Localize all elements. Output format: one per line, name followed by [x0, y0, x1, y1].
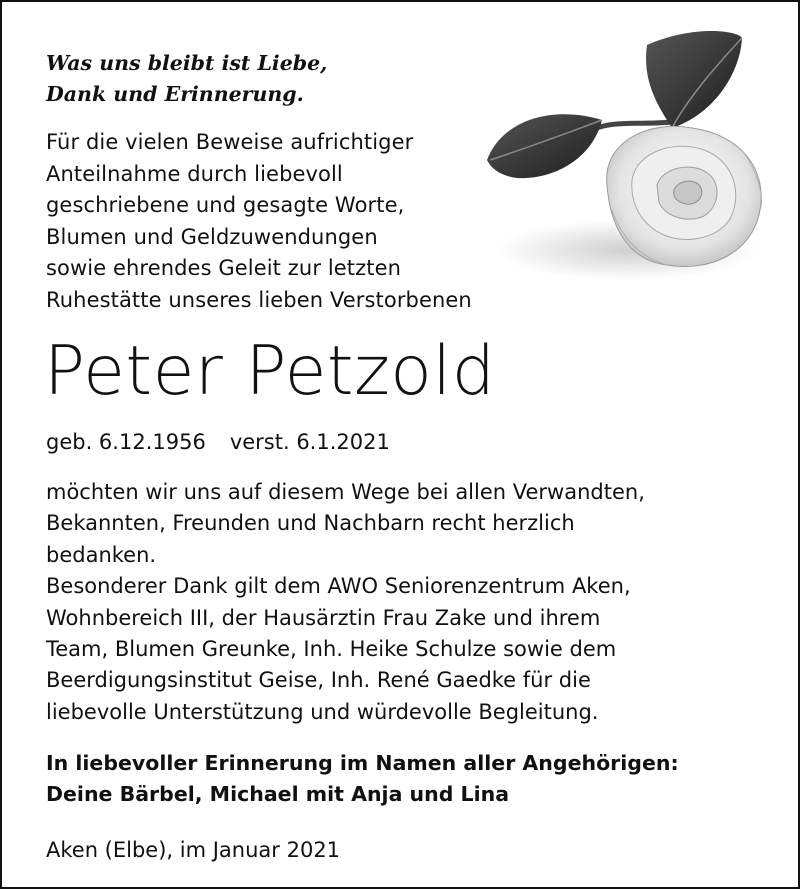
intro-line: Blumen und Geldzuwendungen — [46, 224, 378, 249]
motto-line: Was uns bleibt ist Liebe, — [46, 51, 328, 75]
rose-icon — [442, 10, 792, 310]
intro-line: geschriebene und gesagte Worte, — [46, 193, 405, 217]
deceased-name: Peter Petzold — [44, 332, 496, 411]
motto-line: Dank und Erinnerung. — [46, 82, 304, 106]
life-dates — [46, 427, 390, 457]
birth-date: geb. 6.12.1956 — [46, 430, 206, 454]
closing-signature — [46, 748, 679, 810]
intro-line: Anteilnahme durch liebevoll — [46, 161, 343, 186]
intro-line: Ruhestätte unseres lieben Verstorbenen — [46, 287, 472, 312]
intro-text — [46, 127, 472, 316]
thanks-text — [46, 477, 645, 728]
intro-line: Für die vielen Beweise aufrichtiger — [46, 130, 414, 154]
death-date: verst. 6.1.2021 — [229, 430, 390, 454]
body-line: Wohnbereich III, der Hausärztin Frau Zake und ihrem — [46, 605, 601, 630]
body-line: möchten wir uns auf diesem Wege bei allen Verwandten, — [46, 480, 645, 504]
closing-line: In liebevoller Erinnerung im Namen aller Angehörigen: — [46, 751, 679, 775]
signatories: Deine Bärbel, Michael mit Anja und Lina — [46, 782, 510, 806]
body-line: bedanken. — [46, 542, 157, 567]
motto — [46, 48, 327, 110]
place-date: Aken (Elbe), im Januar 2021 — [46, 838, 341, 862]
body-line: Bekannten, Freunden und Nachbarn recht herzlich — [46, 511, 575, 536]
body-line: Beerdigungsinstitut Geise, Inh. René Gaedke für die — [46, 668, 591, 693]
body-line: Team, Blumen Greunke, Inh. Heike Schulze sowie dem — [46, 637, 617, 662]
body-line: Besonderer Dank gilt dem AWO Seniorenzentrum Aken, — [46, 574, 631, 599]
body-line: liebevolle Unterstützung und würdevolle Begleitung. — [46, 699, 599, 724]
intro-line: sowie ehrendes Geleit zur letzten — [46, 256, 401, 280]
